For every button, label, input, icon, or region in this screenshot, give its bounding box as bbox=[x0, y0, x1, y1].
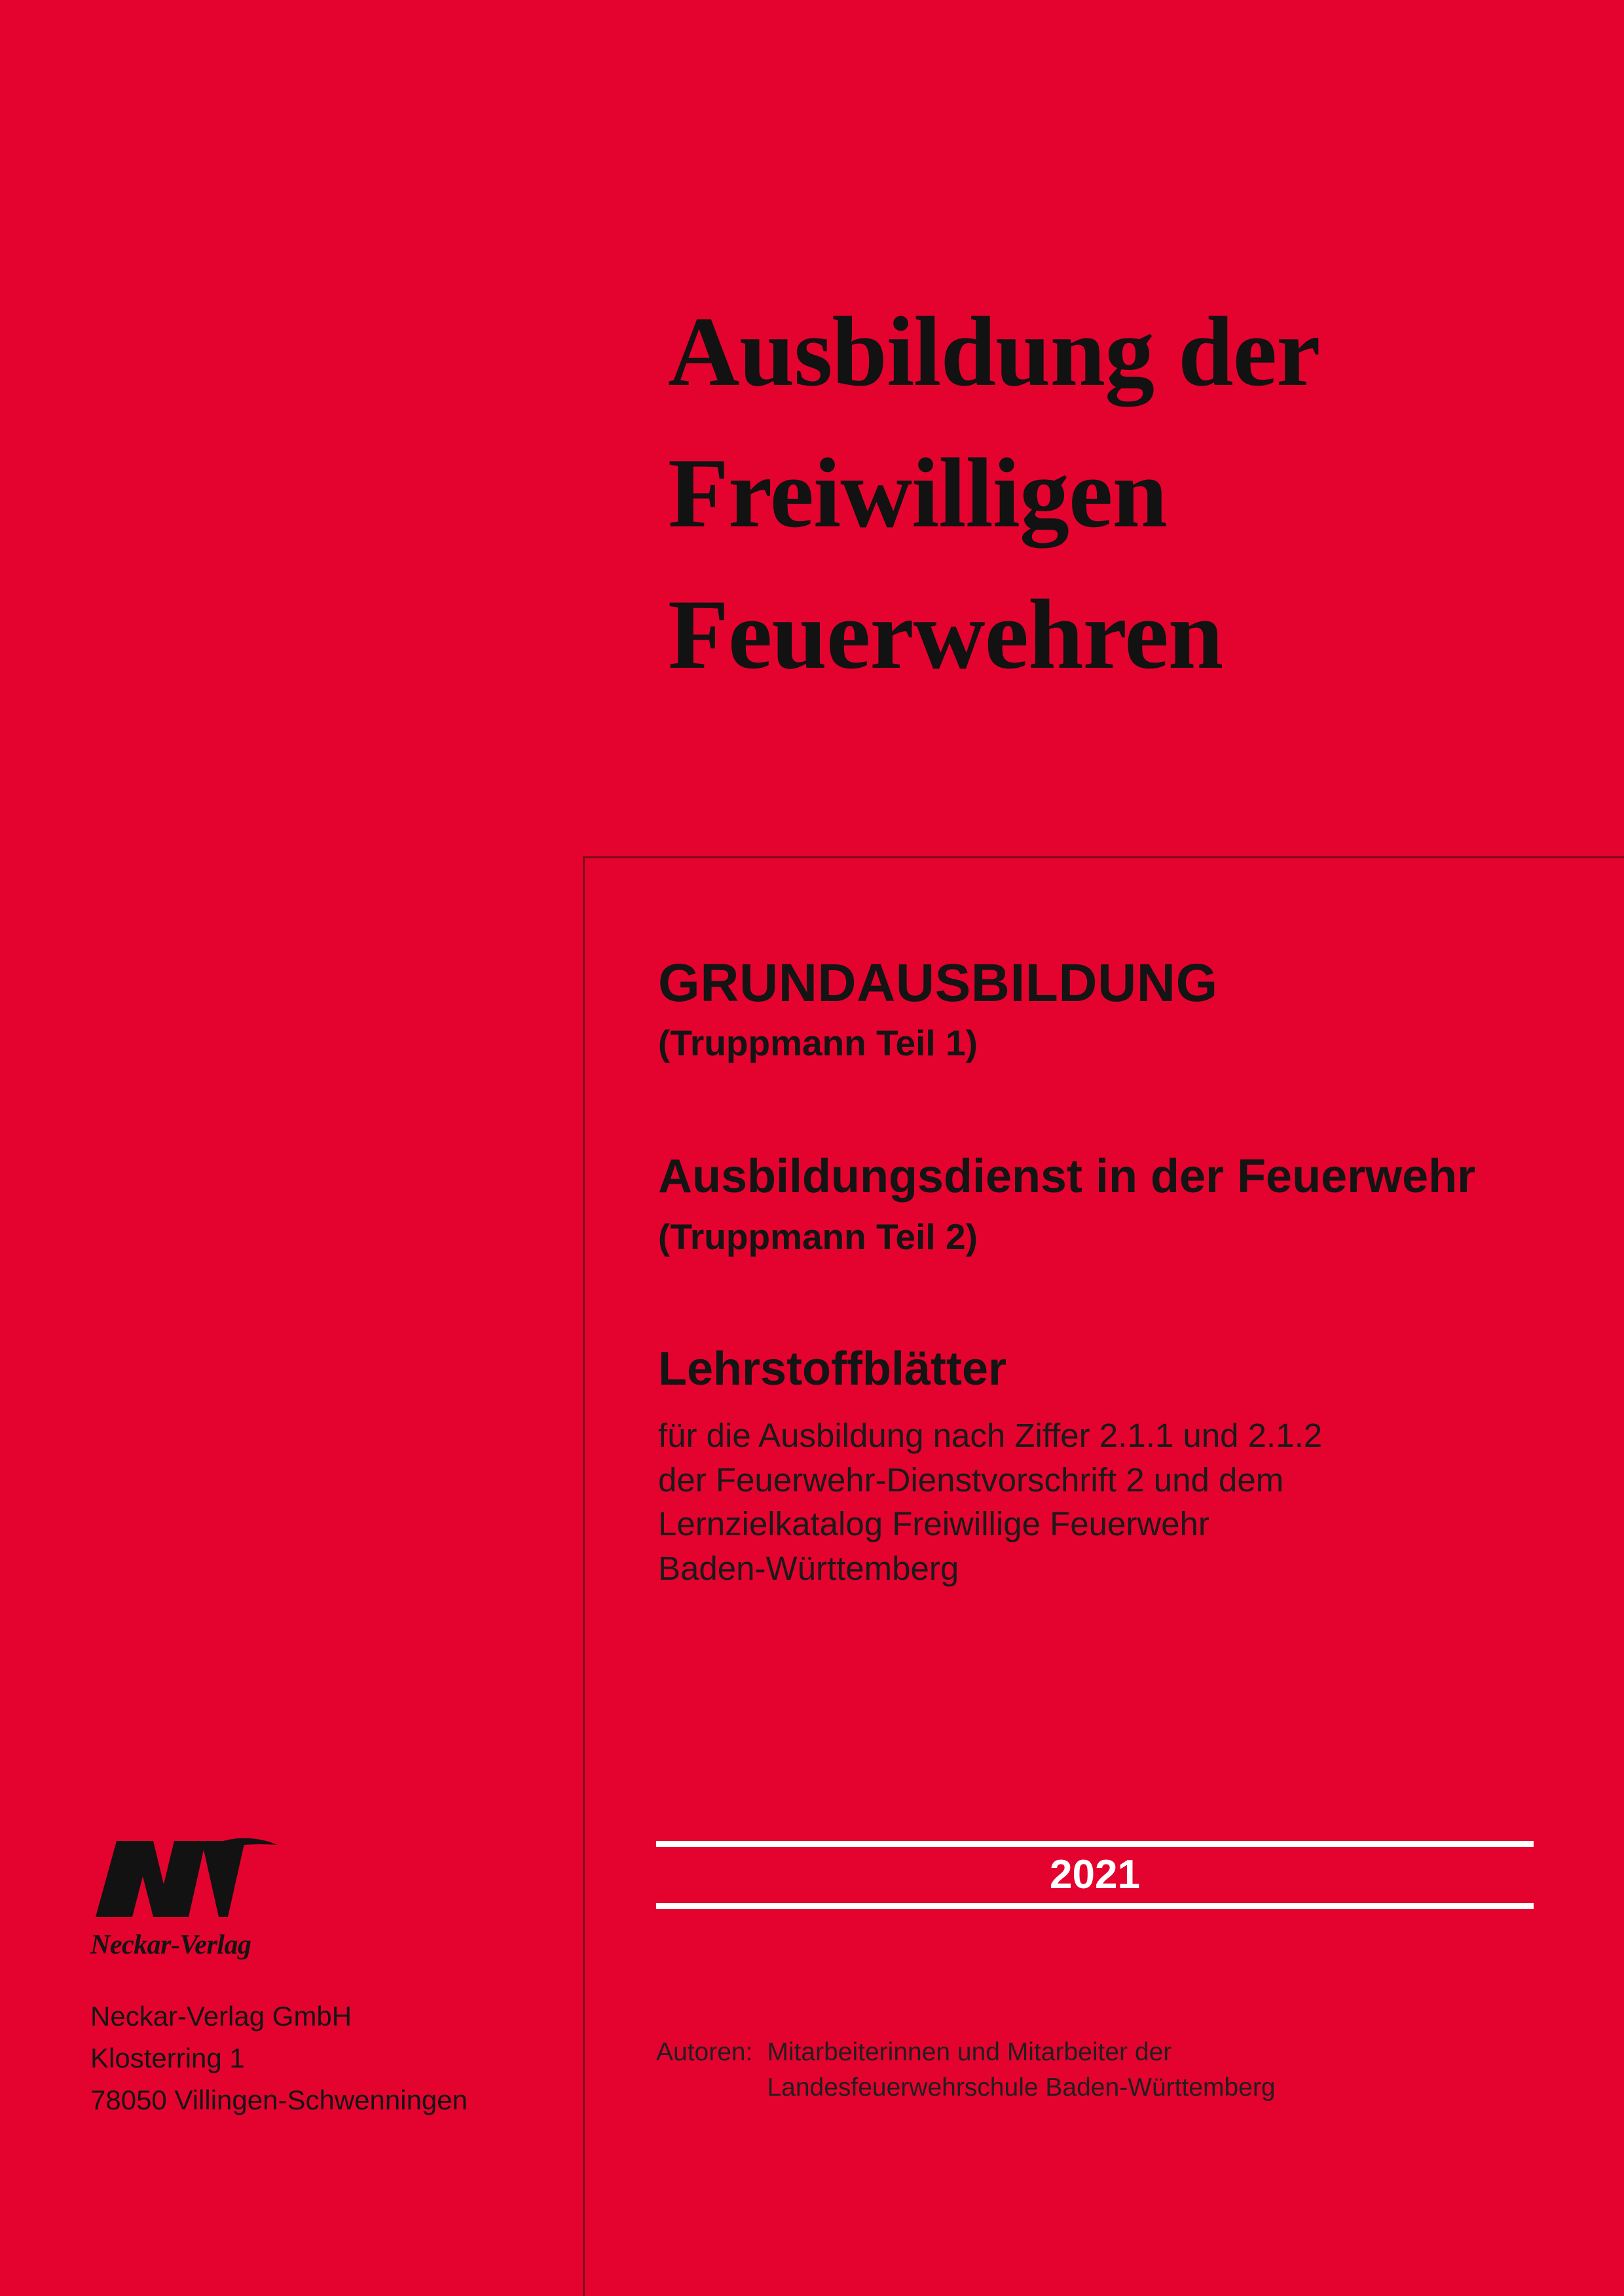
year-rule-top bbox=[656, 1841, 1534, 1847]
address-line-3: 78050 Villingen-Schwenningen bbox=[90, 2084, 468, 2115]
authors-lines bbox=[767, 2035, 1275, 2105]
section-3-heading: Lehrstoffblätter bbox=[658, 1342, 1007, 1395]
year-rule-bottom bbox=[656, 1903, 1534, 1909]
authors-label: Autoren: bbox=[656, 2038, 753, 2066]
section-3-body-line-4: Baden-Württemberg bbox=[658, 1550, 959, 1588]
publisher-logo-wordmark: Neckar-Verlag bbox=[90, 1930, 251, 1960]
section-1-heading: GRUNDAUSBILDUNG bbox=[658, 953, 1218, 1013]
section-1-subtitle: (Truppmann Teil 1) bbox=[658, 1023, 978, 1064]
publisher-address bbox=[90, 1995, 468, 2121]
section-3-body-line-2: der Feuerwehr-Dienstvorschrift 2 und dem bbox=[658, 1461, 1284, 1499]
year-block bbox=[656, 1841, 1534, 1909]
page-title bbox=[668, 282, 1545, 705]
neckar-verlag-nv-icon bbox=[90, 1833, 287, 1925]
section-3-body-line-3: Lernzielkatalog Freiwillige Feuerwehr bbox=[658, 1505, 1209, 1543]
address-line-1: Neckar-Verlag GmbH bbox=[90, 2001, 352, 2032]
address-line-2: Klosterring 1 bbox=[90, 2042, 245, 2073]
publisher-logo bbox=[90, 1833, 365, 1961]
authors-line-2: Landesfeuerwehrschule Baden-Württemberg bbox=[767, 2073, 1276, 2102]
authors-line-1: Mitarbeiterinnen und Mitarbeiter der bbox=[767, 2038, 1172, 2066]
year-value: 2021 bbox=[1050, 1852, 1140, 1897]
section-2-heading-line-2: der Feuerwehr bbox=[1151, 1150, 1476, 1203]
authors-block bbox=[656, 2035, 1534, 2105]
section-3-body-line-1: für die Ausbildung nach Ziffer 2.1.1 und 2.1.2 bbox=[658, 1416, 1323, 1454]
section-2-subtitle: (Truppmann Teil 2) bbox=[658, 1216, 978, 1258]
title-line-1: Ausbildung der bbox=[668, 297, 1320, 407]
section-3-body bbox=[658, 1413, 1529, 1591]
section-2-heading-line-1: Ausbildungsdienst in bbox=[658, 1150, 1137, 1203]
content-panel-inner bbox=[658, 955, 1529, 1591]
section-2-heading bbox=[658, 1150, 1529, 1205]
title-line-3: Feuerwehren bbox=[668, 579, 1223, 689]
title-line-2: Freiwilligen bbox=[668, 437, 1167, 548]
